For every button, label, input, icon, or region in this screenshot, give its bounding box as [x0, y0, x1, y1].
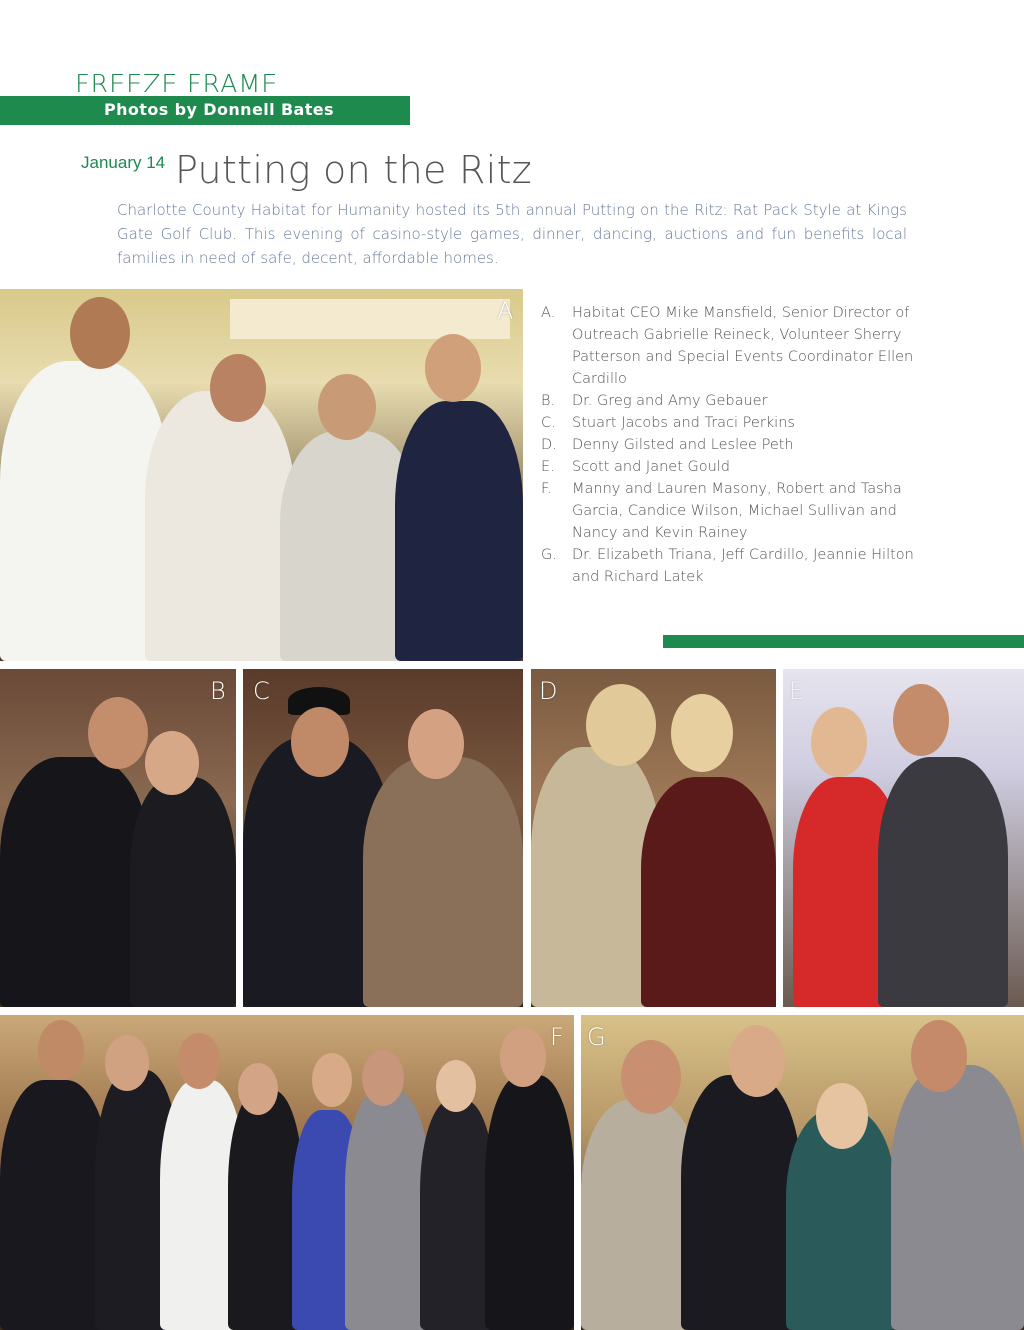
caption-letter: B. — [541, 393, 556, 409]
event-title: Putting on the Ritz — [175, 148, 533, 192]
photo-b — [0, 669, 236, 1007]
caption-letter: F. — [541, 481, 552, 497]
photo-credit: Photos by Donnell Bates — [104, 100, 334, 119]
caption-text: Dr. Greg and Amy Gebauer — [572, 393, 768, 409]
photo-g — [581, 1015, 1024, 1330]
caption-letter: A. — [541, 305, 556, 321]
caption-text: Scott and Janet Gould — [572, 459, 731, 475]
caption-item — [541, 412, 941, 434]
event-intro: Charlotte County Habitat for Humanity hosted its 5th annual Putting on the Ritz: Rat Pack Style at Kings Gate Golf Club. This evening of casino-style games, dinner, dancing, auctions and fun benefits local families in need of safe, decent, affordable homes. — [117, 201, 907, 267]
caption-item — [541, 544, 941, 588]
event-date: January 14 — [81, 153, 166, 172]
photo-credit-bar — [0, 96, 410, 125]
photo-letter-e: E — [789, 677, 805, 705]
section-title: FREEZE FRAME — [75, 70, 278, 92]
accent-bar — [663, 635, 1024, 648]
photo-c — [243, 669, 523, 1007]
caption-text: Stuart Jacobs and Traci Perkins — [572, 415, 795, 431]
caption-item — [541, 390, 941, 412]
photo-letter-a: A — [497, 297, 514, 325]
caption-text: Denny Gilsted and Leslee Peth — [572, 437, 794, 453]
caption-letter: D. — [541, 437, 557, 453]
photo-letter-d: D — [539, 677, 558, 705]
caption-list — [541, 302, 941, 588]
photo-letter-f: F — [550, 1023, 564, 1051]
caption-letter: C. — [541, 415, 556, 431]
photo-letter-b: B — [210, 677, 226, 705]
photo-e — [783, 669, 1024, 1007]
photo-letter-g: G — [587, 1023, 606, 1051]
caption-text: Habitat CEO Mike Mansfield, Senior Director of Outreach Gabrielle Reineck, Volunteer Sherry Patterson and Special Events Coordinator Ellen Cardillo — [572, 305, 914, 387]
caption-text: Manny and Lauren Masony, Robert and Tasha Garcia, Candice Wilson, Michael Sullivan and Nancy and Kevin Rainey — [572, 481, 902, 541]
photo-a — [0, 289, 523, 661]
photo-letter-c: C — [253, 677, 270, 705]
photo-f — [0, 1015, 574, 1330]
caption-item — [541, 456, 941, 478]
caption-text: Dr. Elizabeth Triana, Jeff Cardillo, Jeannie Hilton and Richard Latek — [572, 547, 914, 585]
caption-item — [541, 478, 941, 544]
photo-d — [531, 669, 776, 1007]
caption-letter: E. — [541, 459, 555, 475]
caption-letter: G. — [541, 547, 557, 563]
caption-item — [541, 302, 941, 390]
caption-item — [541, 434, 941, 456]
